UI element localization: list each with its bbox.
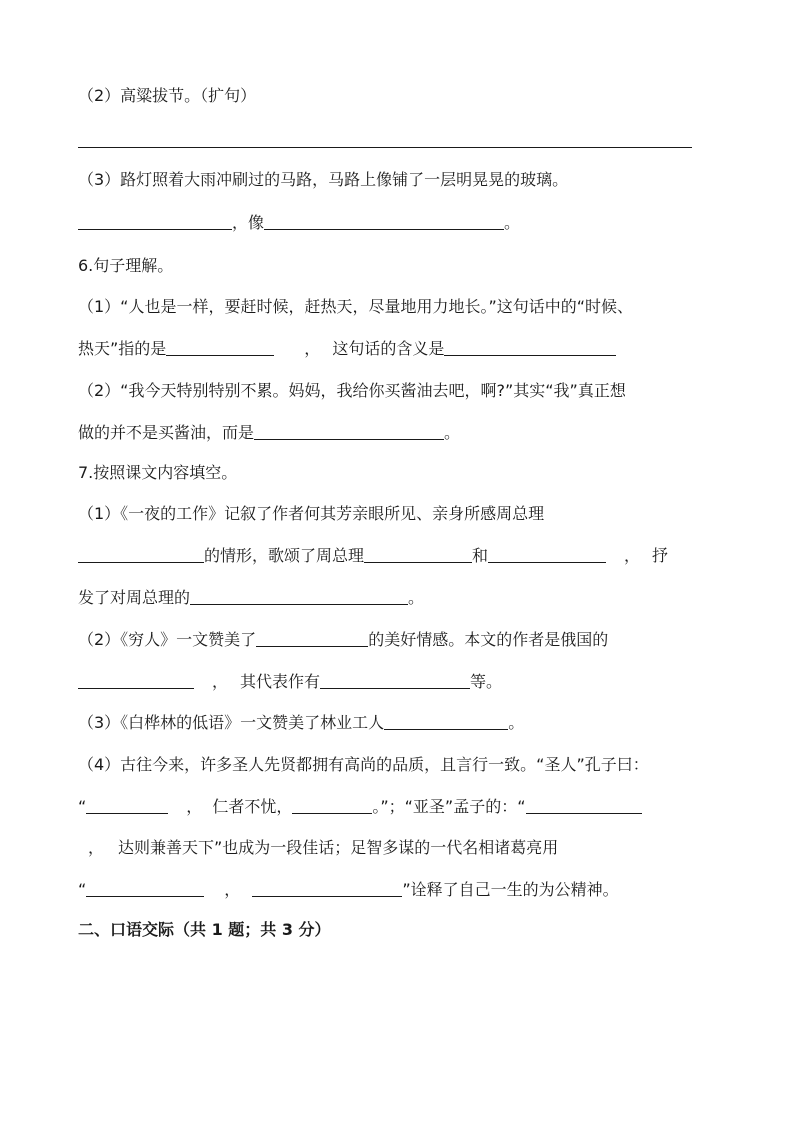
answer-blank[interactable] — [320, 672, 470, 689]
punctuation: 。 — [508, 713, 525, 732]
answer-blank[interactable] — [526, 797, 642, 814]
q5-item-3-like: ，像 — [232, 213, 265, 232]
q7-item-2-text-2: 的美好情感。本文的作者是俄国的 — [368, 630, 609, 649]
q7-item-2-works-prompt: 其代表作有 — [240, 672, 321, 691]
q7-item-1-text-3: 抒 — [652, 546, 669, 565]
q7-item-1-line2 — [78, 546, 668, 566]
answer-blank[interactable] — [364, 546, 472, 563]
punctuation: 。 — [444, 423, 461, 442]
punctuation: “ — [78, 880, 87, 899]
punctuation: ， — [212, 672, 229, 691]
answer-blank[interactable] — [86, 880, 204, 897]
section-2-heading — [78, 920, 331, 940]
q7-item-4-text-5: ”诠释了自己一生的为公精神。 — [402, 880, 619, 899]
q5-item-3 — [78, 170, 568, 190]
answer-line-q5-2[interactable] — [78, 147, 692, 148]
q6-item-2 — [78, 381, 626, 401]
answer-blank[interactable] — [86, 797, 168, 814]
q7-item-1-text-2: 的情形，歌颂了周总理 — [204, 546, 365, 565]
q7-item-4-text-2: 仁者不忧， — [212, 797, 293, 816]
q5-item-3-text: （3）路灯照着大雨冲刷过的马路，马路上像铺了一层明晃晃的玻璃。 — [78, 170, 569, 189]
q6-item-1-meaning-prompt: 这句话的含义是 — [332, 339, 445, 358]
question-title: 7.按照课文内容填空。 — [78, 463, 238, 482]
q6-item-2-prompt: 做的并不是买酱油，而是 — [78, 423, 255, 442]
answer-blank[interactable] — [254, 423, 444, 440]
q7-item-4-text-4: 达则兼善天下”也成为一段佳话；足智多谋的一代名相诸葛亮用 — [118, 838, 559, 857]
q6-item-1-answer — [78, 339, 616, 359]
punctuation: ， — [88, 838, 105, 857]
q5-item-2-text: （2）高粱拔节。（扩句） — [78, 86, 257, 105]
q7-item-4-line3 — [78, 838, 558, 858]
q7-item-1-text: （1）《一夜的工作》记叙了作者何其芳亲眼所见、亲身所感周总理 — [78, 504, 545, 523]
q7-item-4-line2 — [78, 797, 642, 817]
answer-blank[interactable] — [264, 213, 504, 230]
answer-blank[interactable] — [78, 672, 194, 689]
q7-item-2-line2 — [78, 672, 502, 692]
punctuation: ， — [186, 797, 203, 816]
q6-title — [78, 256, 173, 276]
q7-item-2-text: （2）《穷人》一文赞美了 — [78, 630, 257, 649]
punctuation: “ — [78, 797, 87, 816]
q6-item-1-text: （1）“人也是一样，要赶时候，赶热天，尽量地用力地长。”这句话中的“时候、 — [78, 297, 634, 316]
answer-blank[interactable] — [190, 588, 408, 605]
answer-blank[interactable] — [256, 630, 368, 647]
answer-blank[interactable] — [252, 880, 402, 897]
q6-item-1 — [78, 297, 633, 317]
q7-item-2-end: 等。 — [470, 672, 503, 691]
answer-blank[interactable] — [488, 546, 606, 563]
punctuation: 。 — [504, 213, 521, 232]
q7-item-4-text: （4）古往今来，许多圣人先贤都拥有高尚的品质，且言行一致。“圣人”孔子曰： — [78, 755, 649, 774]
q7-item-1-text-4: 发了对周总理的 — [78, 588, 191, 607]
answer-blank[interactable] — [384, 713, 508, 730]
answer-blank[interactable] — [166, 339, 274, 356]
punctuation: ， — [224, 880, 241, 899]
q7-item-1-line3 — [78, 588, 424, 608]
answer-blank[interactable] — [78, 213, 232, 230]
q6-item-1-prompt: 热天”指的是 — [78, 339, 167, 358]
q7-item-3 — [78, 713, 524, 733]
answer-blank[interactable] — [444, 339, 616, 356]
q5-item-3-answer — [78, 213, 520, 233]
q7-title — [78, 463, 237, 483]
punctuation: ， — [304, 339, 321, 358]
answer-blank[interactable] — [78, 546, 204, 563]
q7-item-1 — [78, 504, 544, 524]
q7-item-2 — [78, 630, 608, 650]
question-title: 6.句子理解。 — [78, 256, 174, 275]
q7-item-4-text-3: 。”；“亚圣”孟子的：“ — [372, 797, 526, 816]
q5-item-2 — [78, 86, 256, 106]
q7-item-1-and: 和 — [472, 546, 489, 565]
q6-item-2-answer — [78, 423, 460, 443]
answer-blank[interactable] — [292, 797, 372, 814]
q7-item-4 — [78, 755, 649, 775]
punctuation: 。 — [408, 588, 425, 607]
q7-item-3-text: （3）《白桦林的低语》一文赞美了林业工人 — [78, 713, 385, 732]
q7-item-4-line4 — [78, 880, 619, 900]
section-title: 二、口语交际（共 1 题；共 3 分） — [78, 920, 331, 939]
punctuation: ， — [624, 546, 641, 565]
q6-item-2-text: （2）“我今天特别特别不累。妈妈，我给你买酱油去吧，啊?”其实“我”真正想 — [78, 381, 626, 400]
